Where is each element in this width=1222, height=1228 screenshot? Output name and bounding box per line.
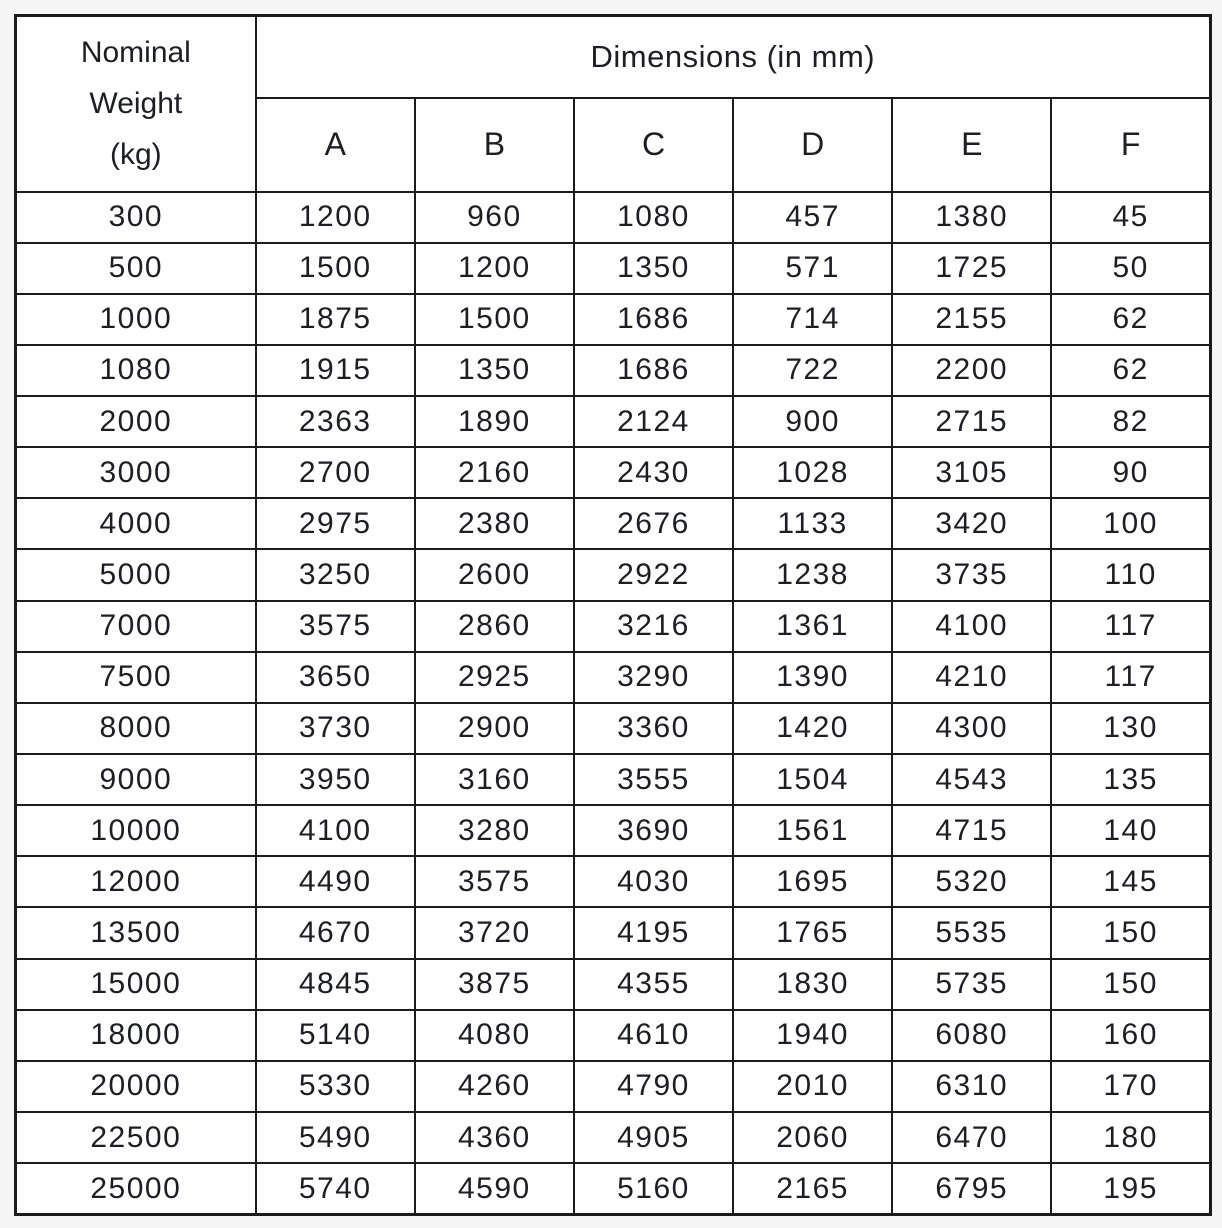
dim-cell-f: 195 [1051, 1163, 1210, 1214]
dim-cell-d: 571 [733, 243, 892, 294]
table-row [16, 1163, 1211, 1214]
weight-cell: 2000 [16, 396, 256, 447]
dim-cell-a: 4845 [256, 959, 415, 1010]
dim-cell-c: 1686 [574, 345, 733, 396]
weight-cell: 1000 [16, 294, 256, 345]
dim-col-header-d: D [733, 98, 892, 192]
weight-cell: 25000 [16, 1163, 256, 1214]
dim-cell-d: 2010 [733, 1061, 892, 1112]
dim-cell-f: 130 [1051, 703, 1210, 754]
dim-cell-b: 2600 [415, 549, 574, 600]
dim-cell-b: 2860 [415, 601, 574, 652]
dim-cell-f: 117 [1051, 652, 1210, 703]
weight-cell: 13500 [16, 907, 256, 958]
dim-cell-a: 4490 [256, 856, 415, 907]
weight-cell: 500 [16, 243, 256, 294]
table-row [16, 549, 1211, 600]
dim-cell-c: 3216 [574, 601, 733, 652]
dimensions-table [14, 14, 1212, 1216]
dim-cell-b: 4080 [415, 1010, 574, 1061]
dim-cell-e: 2155 [892, 294, 1051, 345]
dim-cell-c: 3360 [574, 703, 733, 754]
dim-cell-d: 900 [733, 396, 892, 447]
dim-cell-a: 4670 [256, 907, 415, 958]
dim-cell-d: 1830 [733, 959, 892, 1010]
dim-cell-d: 2060 [733, 1112, 892, 1163]
dim-cell-a: 3650 [256, 652, 415, 703]
dim-cell-c: 4905 [574, 1112, 733, 1163]
dim-cell-e: 4543 [892, 754, 1051, 805]
weight-cell: 8000 [16, 703, 256, 754]
dim-col-header-f: F [1051, 98, 1210, 192]
dim-cell-a: 3575 [256, 601, 415, 652]
dim-cell-b: 2380 [415, 498, 574, 549]
table-row [16, 396, 1211, 447]
table-row [16, 243, 1211, 294]
dim-cell-a: 2363 [256, 396, 415, 447]
table-body [16, 192, 1211, 1215]
dim-col-header-b: B [415, 98, 574, 192]
dim-cell-f: 150 [1051, 907, 1210, 958]
dim-cell-d: 1133 [733, 498, 892, 549]
dim-cell-d: 1361 [733, 601, 892, 652]
dim-cell-d: 1504 [733, 754, 892, 805]
dim-cell-c: 4030 [574, 856, 733, 907]
dim-cell-e: 1725 [892, 243, 1051, 294]
dim-cell-a: 1915 [256, 345, 415, 396]
dim-cell-a: 5490 [256, 1112, 415, 1163]
weight-cell: 3000 [16, 447, 256, 498]
dim-cell-b: 1350 [415, 345, 574, 396]
dim-cell-e: 4210 [892, 652, 1051, 703]
header-row-top [16, 16, 1211, 98]
dim-cell-e: 3420 [892, 498, 1051, 549]
table-row [16, 1010, 1211, 1061]
dim-cell-d: 1940 [733, 1010, 892, 1061]
weight-header-cell [16, 16, 256, 192]
dim-cell-c: 4610 [574, 1010, 733, 1061]
dim-cell-b: 4590 [415, 1163, 574, 1214]
dim-cell-e: 4300 [892, 703, 1051, 754]
dim-col-header-a: A [256, 98, 415, 192]
dim-cell-d: 722 [733, 345, 892, 396]
dim-cell-a: 2700 [256, 447, 415, 498]
dim-cell-b: 2900 [415, 703, 574, 754]
dim-cell-f: 150 [1051, 959, 1210, 1010]
dim-cell-c: 2922 [574, 549, 733, 600]
dim-cell-f: 180 [1051, 1112, 1210, 1163]
weight-header-line-1: Nominal [80, 35, 191, 69]
dim-cell-f: 90 [1051, 447, 1210, 498]
dim-cell-e: 6080 [892, 1010, 1051, 1061]
dim-cell-b: 2925 [415, 652, 574, 703]
weight-header-line-3: (kg) [110, 137, 162, 171]
weight-cell: 22500 [16, 1112, 256, 1163]
table-row [16, 754, 1211, 805]
dim-cell-a: 1875 [256, 294, 415, 345]
dim-cell-e: 3735 [892, 549, 1051, 600]
dim-cell-a: 3730 [256, 703, 415, 754]
table-row [16, 805, 1211, 856]
dim-cell-e: 6795 [892, 1163, 1051, 1214]
weight-cell: 10000 [16, 805, 256, 856]
dim-cell-b: 3160 [415, 754, 574, 805]
dim-cell-c: 2124 [574, 396, 733, 447]
dim-cell-b: 1890 [415, 396, 574, 447]
weight-header-label [17, 19, 255, 189]
dim-cell-a: 5330 [256, 1061, 415, 1112]
table-row [16, 1112, 1211, 1163]
dim-cell-c: 4195 [574, 907, 733, 958]
dimensions-header-cell: Dimensions (in mm) [256, 16, 1211, 98]
weight-cell: 300 [16, 192, 256, 243]
weight-cell: 7500 [16, 652, 256, 703]
dim-cell-a: 1200 [256, 192, 415, 243]
dim-cell-c: 3290 [574, 652, 733, 703]
dim-cell-a: 3250 [256, 549, 415, 600]
table-row [16, 294, 1211, 345]
dim-cell-d: 2165 [733, 1163, 892, 1214]
dim-cell-b: 1500 [415, 294, 574, 345]
dim-cell-d: 714 [733, 294, 892, 345]
dim-cell-c: 3690 [574, 805, 733, 856]
dim-cell-c: 4790 [574, 1061, 733, 1112]
weight-cell: 5000 [16, 549, 256, 600]
weight-cell: 15000 [16, 959, 256, 1010]
weight-cell: 12000 [16, 856, 256, 907]
dim-cell-b: 4260 [415, 1061, 574, 1112]
table-row [16, 192, 1211, 243]
dim-cell-d: 1765 [733, 907, 892, 958]
table-row [16, 1061, 1211, 1112]
dim-cell-e: 4715 [892, 805, 1051, 856]
dim-cell-a: 5140 [256, 1010, 415, 1061]
weight-cell: 1080 [16, 345, 256, 396]
dim-cell-c: 1350 [574, 243, 733, 294]
dim-cell-f: 100 [1051, 498, 1210, 549]
weight-cell: 18000 [16, 1010, 256, 1061]
dim-cell-c: 4355 [574, 959, 733, 1010]
dim-cell-e: 4100 [892, 601, 1051, 652]
table-row [16, 345, 1211, 396]
dim-cell-f: 62 [1051, 294, 1210, 345]
dim-cell-b: 3720 [415, 907, 574, 958]
dim-cell-e: 2715 [892, 396, 1051, 447]
dim-cell-d: 1390 [733, 652, 892, 703]
dim-cell-b: 3280 [415, 805, 574, 856]
table-row [16, 856, 1211, 907]
dim-cell-f: 170 [1051, 1061, 1210, 1112]
dim-cell-f: 145 [1051, 856, 1210, 907]
dim-cell-b: 1200 [415, 243, 574, 294]
dim-cell-f: 45 [1051, 192, 1210, 243]
weight-cell: 20000 [16, 1061, 256, 1112]
dim-cell-a: 1500 [256, 243, 415, 294]
dim-cell-c: 3555 [574, 754, 733, 805]
weight-cell: 4000 [16, 498, 256, 549]
dim-cell-a: 3950 [256, 754, 415, 805]
dim-cell-b: 2160 [415, 447, 574, 498]
dim-cell-c: 2430 [574, 447, 733, 498]
dim-cell-f: 110 [1051, 549, 1210, 600]
dim-cell-e: 1380 [892, 192, 1051, 243]
dim-cell-e: 5535 [892, 907, 1051, 958]
dim-cell-c: 2676 [574, 498, 733, 549]
dim-cell-e: 6310 [892, 1061, 1051, 1112]
dim-cell-d: 457 [733, 192, 892, 243]
dim-cell-b: 4360 [415, 1112, 574, 1163]
dim-cell-e: 5735 [892, 959, 1051, 1010]
dim-cell-d: 1028 [733, 447, 892, 498]
table-row [16, 907, 1211, 958]
dim-cell-e: 6470 [892, 1112, 1051, 1163]
dim-cell-c: 1080 [574, 192, 733, 243]
dim-cell-e: 2200 [892, 345, 1051, 396]
dim-cell-f: 135 [1051, 754, 1210, 805]
table-row [16, 447, 1211, 498]
dim-cell-e: 3105 [892, 447, 1051, 498]
dim-cell-d: 1695 [733, 856, 892, 907]
weight-cell: 7000 [16, 601, 256, 652]
dim-cell-a: 4100 [256, 805, 415, 856]
dim-cell-f: 140 [1051, 805, 1210, 856]
dim-cell-b: 3575 [415, 856, 574, 907]
dim-cell-f: 160 [1051, 1010, 1210, 1061]
table-row [16, 959, 1211, 1010]
dim-cell-b: 3875 [415, 959, 574, 1010]
dim-cell-d: 1561 [733, 805, 892, 856]
dim-cell-f: 82 [1051, 396, 1210, 447]
dim-cell-a: 2975 [256, 498, 415, 549]
table-row [16, 601, 1211, 652]
table-row [16, 498, 1211, 549]
weight-cell: 9000 [16, 754, 256, 805]
dim-cell-f: 62 [1051, 345, 1210, 396]
dim-cell-c: 5160 [574, 1163, 733, 1214]
dim-cell-d: 1420 [733, 703, 892, 754]
dim-col-header-e: E [892, 98, 1051, 192]
dim-cell-b: 960 [415, 192, 574, 243]
dim-cell-d: 1238 [733, 549, 892, 600]
dim-cell-f: 117 [1051, 601, 1210, 652]
dim-cell-c: 1686 [574, 294, 733, 345]
table-row [16, 652, 1211, 703]
dim-cell-a: 5740 [256, 1163, 415, 1214]
dim-col-header-c: C [574, 98, 733, 192]
dim-cell-e: 5320 [892, 856, 1051, 907]
weight-header-line-2: Weight [89, 86, 183, 120]
table-row [16, 703, 1211, 754]
dim-cell-f: 50 [1051, 243, 1210, 294]
